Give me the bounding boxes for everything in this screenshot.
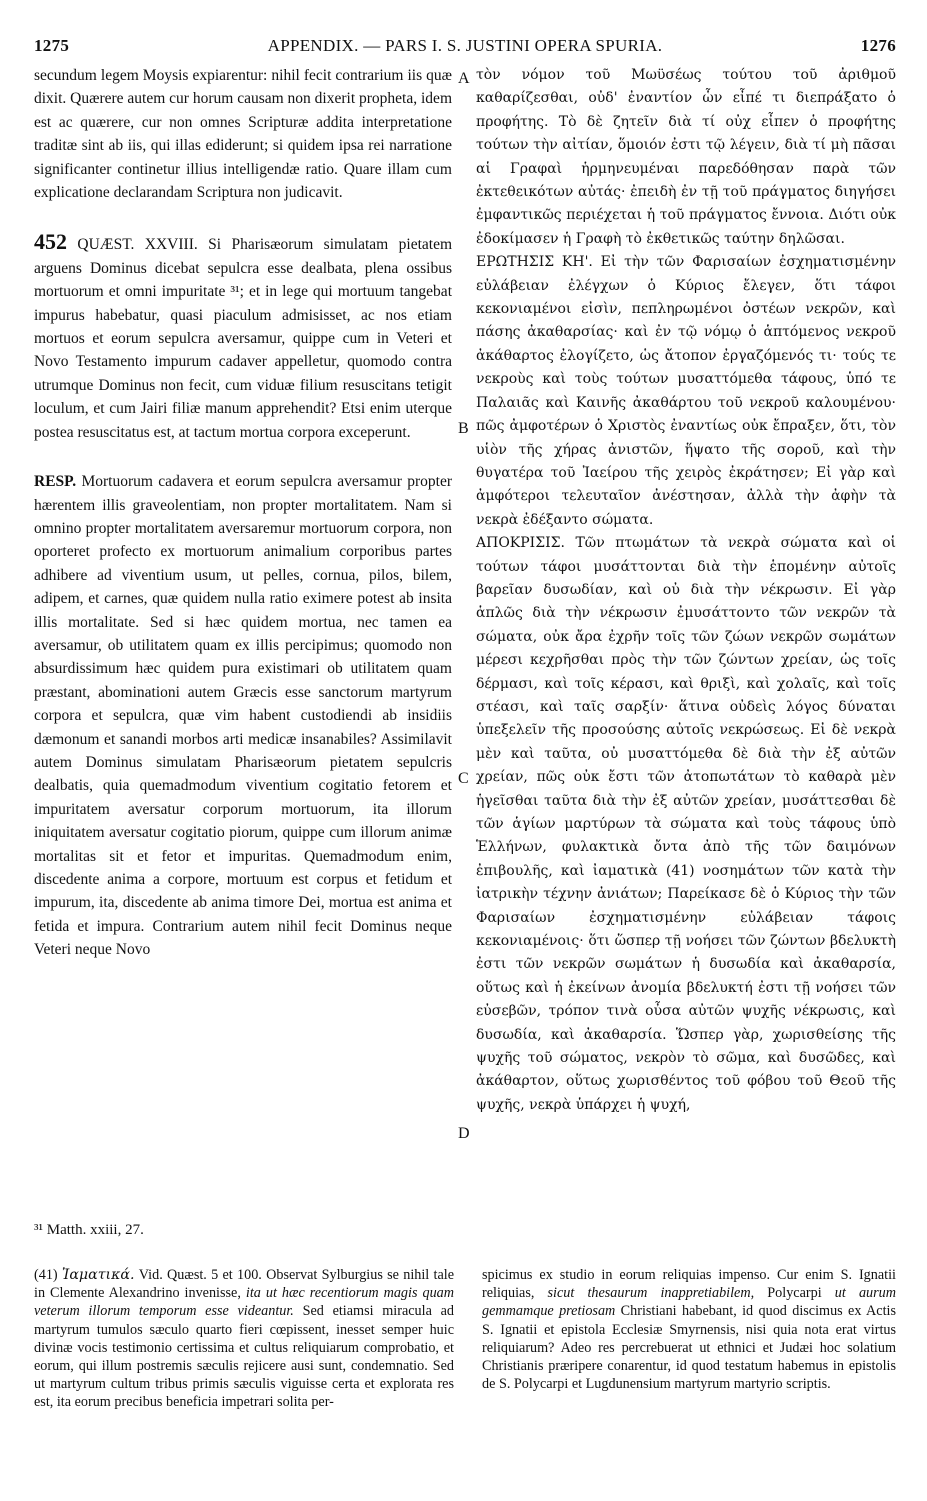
latin-paragraph-1: secundum legem Moysis expiarentur: nihil fecit contrarium iis quæ dixit. Quærere autem cur horum causam non dixerit propheta, idem est ac quærere, cur non omnes Scripturæ addita interpretatione traditæ sint ab iis, qui illas ediderunt; si quidem ipsa rei narratione significanter continetur illius intelligendæ ratio. Quare illam cum explicatione declarandam Scriptura non judicavit. — [34, 67, 452, 202]
latin-response — [34, 470, 452, 962]
greek-question-text: Εἰ τὴν τῶν Φαρισαίων ἐσχηματισμένην εὐλάβειαν ἐλέγχων ὁ Κύριος ἔλεγεν, ὅτι τάφοι κεκονιαμένοι εἰσὶν, πεπληρωμένοι ὀστέων νεκρῶν, καὶ πάσης ἀκαθαρσίας· καὶ ἐν τῷ νόμῳ ὁ ἁπτόμενος νεκροῦ ἀκάθαρτος ἐλογίζετο, ὡς ἄτοπον ἐργαζόμενός τι· τούς τε νεκροὺς καὶ τοὺς τούτων μυσαττόμεθα τάφους, ὑπό τε Παλαιᾶς καὶ Καινῆς ἀκαθάρτου τοῦ νεκροῦ καλουμένου· πῶς ἀμφοτέρων ὁ Χριστὸς ἐναντίως οὐκ ἔπραξεν, ὅτι, τὸν υἱὸν τῆς χήρας ἀνιστῶν, ἥψατο τῆς σοροῦ, καὶ τὴν θυγατέρα τοῦ Ἰαείρου τῆς χειρὸς ἐκράτησεν; Εἰ γὰρ καὶ ἀμφότεροι τελευταῖον ἀνέστησαν, ἀλλὰ τὴν ἀφὴν τὰ νεκρὰ ἐδέξαντο σώματα. — [476, 254, 896, 528]
note-number: (41) — [34, 1267, 62, 1283]
editor-note-left — [34, 1266, 454, 1412]
note-italic-1: ita ut hæc recentiorum magis quam veterum illorum temporum esse videantur. — [34, 1285, 454, 1320]
note-text-a: Vid. Quæst. 5 et 100. Observat Sylburgius se nihil tale in Clemente Alexandrino invenisse, — [34, 1267, 454, 1302]
greek-response — [476, 532, 896, 1117]
greek-column — [476, 64, 896, 1117]
margin-letter-c: C — [458, 770, 469, 787]
note-italic-3: ut aurum gemmamque pretiosam — [482, 1285, 896, 1320]
page-header — [34, 36, 896, 58]
greek-question-28 — [476, 251, 896, 532]
latin-response-text: Mortuorum cadavera et eorum sepulcra aversamur propter hærentem illis graveolentiam, non propter mortalitatem. Nam si omnino propter mortalitatem aversaremur mortuorum corpora, non oporteret profecto ex mortuorum animalium corporibus partes adhibere ad viventium usum, ut pelles, cornua, pilos, bilem, adipem, et carnes, quæ quidem nulla ratio eximere potest ab insita illis mortalitate. Sed si hæc quidem mortua, nec tamen ea aversamur, ob utilitatem quam ex illis percipimus; quomodo non absurdissimum hæc quidem pura existimari ob utilitatem quam præstant, abominationi autem Græcis esse sanctorum martyrum corpora et sepulcra, quæ vim habent custodiendi ab insidiis dæmonum et sanandi morbos arti medicæ insanabiles? Assimilavit autem Dominus simulatam Pharisæorum pietatem sepulcris dealbatis, quia quemadmodum viventium cogitatio fetorem et impuritatem aversatur corporum mortuorum, ita illorum iniquitatem aversatur cogitatio piorum, quippe cum illorum animæ mortalitas sit et fetor et impuritas. Quemadmodum enim, discedente anima a corpore, mortuum est corpus et fetidum et impurum, ita, discedente ab anima timore Dei, mortua est anima et fetida et impura. Contrarium autem nihil fecit Dominus neque Veteri neque Novo — [34, 473, 452, 959]
note-text-e: Christiani habebant, id quod discimus ex Actis S. Ignatii et epistola Ecclesiæ Smyrnensis, nisi quia nota erat virtus reliquiarum? Adeo res percrebuerat ut ethnici et Judæi hoc solatium Christianis præripere conarentur, id quod testatum habemus in epistolis de S. Polycarpi et Lugdunensium martyrum martyrio scriptis. — [482, 1303, 896, 1393]
latin-question-28 — [34, 230, 452, 444]
page-number-left: 1275 — [34, 36, 70, 55]
note-text-b: Sed etiamsi miracula ad martyrum tumulos sæculo quarto fieri cœpissent, inesset semper huic divinæ vocis testimonio certissima et cultus reliquiarum comprobatio, et eorum, qui illum postremis sæculis rejicere ausi sunt, condemnatio. Sed ut martyrum cultum tribus primis sæculis viguisse certa et explorata res est, ita eorum precibus beneficia impetrari solita per- — [34, 1303, 454, 1411]
greek-response-label: ΑΠΟΚΡΙΣΙΣ. — [476, 535, 565, 552]
note-text-c: spicimus ex studio in eorum reliquias impenso. Cur enim S. Ignatii reliquias, — [482, 1267, 896, 1302]
margin-letter-b: B — [458, 420, 469, 437]
note-greek-lemma: Ἰαματικά. — [61, 1267, 135, 1283]
margin-letter-d: D — [458, 1125, 470, 1142]
greek-response-text: Τῶν πτωμάτων τὰ νεκρὰ σώματα καὶ οἱ τούτων τάφοι μυσάττονται διὰ τὴν ἑπομένην αὐτοῖς βαρεῖαν δυσωδίαν, καὶ οὐ διὰ τὴν νέκρωσιν. Εἰ γὰρ ἁπλῶς διὰ τὴν νέκρωσιν ἐμυσάττοντο τῶν νεκρῶν τὰ σώματα, οὐκ ἄρα ἐχρῆν τοῖς τῶν ζώων νεκρῶν σωμάτων μέρεσι κεχρῆσθαι πρὸς τὴν τῶν ζώντων χρείαν, ὡς τοῖς δέρμασι, καὶ τοῖς κέρασι, καὶ θριξὶ, καὶ χολαῖς, καὶ τοῖς στέασι, καὶ ταῖς σαρξίν· ἅτινα οὐδεὶς λόγος δύναται ὑπεξελεῖν τῆς προσούσης αὐτοῖς νεκρώσεως. Εἰ δὲ νεκρὰ μὲν καὶ ταῦτα, οὐ μυσαττόμεθα δὲ διὰ τὴν ἐξ αὐτῶν χρείαν, πῶς οὐκ ἔστι τῶν ἀτοπωτάτων τὸ καθαρὰ μὲν ἡγεῖσθαι ταῦτα διὰ τὴν ἐξ αὐτῶν χρείαν, μυσάττεσθαι δὲ τῶν ἁγίων μαρτύρων τὰ σώματα καὶ τοὺς τάφους ὑπὸ Ἑλλήνων, φυλακτικὰ ὄντα ἀπὸ τῆς τῶν δαιμόνων ἐπιβουλῆς, καὶ ἰαματικὰ (41) νοσημάτων τῶν κατὰ τὴν ἰατρικὴν τέχνην ἀνιάτων; Παρείκασε δὲ ὁ Κύριος τὴν τῶν Φαρισαίων ἐσχηματισμένην εὐλάβειαν τάφοις κεκονιαμένοις· ὅτι ὥσπερ τῇ νοήσει τῶν ζώντων βδελυκτὴ ἐστι τῶν νεκρῶν σωμάτων ἡ δυσωδία καὶ ἀκαθαρσία, οὕτως καὶ ἡ ἐκείνων ἀνομία βδελυκτή ἐστι τῇ νοήσει τῶν εὐσεβῶν, τρόπον τινὰ οὖσα αὐτῶν ψυχῆς νέκρωσις, καὶ δυσωδία, καὶ ἀκαθαρσία. Ὥσπερ γὰρ, χωρισθείσης τῆς ψυχῆς τοῦ σώματος, νεκρὸν τὸ σῶμα, καὶ δυσῶδες, καὶ ἀκάθαρτον, οὕτως χωρισθέντος τοῦ φόβου τοῦ Θεοῦ τῆς ψυχῆς, νεκρὰ ὑπάρχει ἡ ψυχή, — [476, 535, 896, 1113]
greek-question-label: ΕΡΩΤΗΣΙΣ ΚΗ'. — [476, 254, 593, 271]
latin-column — [34, 64, 452, 962]
page-number-right: 1276 — [860, 36, 896, 55]
latin-response-label: RESP. — [34, 473, 77, 491]
greek-paragraph-1: τὸν νόμον τοῦ Μωϋσέως τούτου τοῦ ἀριθμοῦ καθαρίζεσθαι, οὐδ' ἐναντίον ὧν εἶπέ τι διεπράξατο ὁ προφήτης. Τὸ δὲ ζητεῖν διὰ τί οὐχ εἶπεν ὁ προφήτης τούτων τὴν αἰτίαν, ὅμοιόν ἐστι τῷ λέγειν, διὰ τί μὴ πᾶσαι αἱ Γραφαὶ ἡρμηνευμέναι παρεδόθησαν παρὰ τῶν ἐκτεθεικότων αὐτάς· ἐπειδὴ ἐν τῇ τοῦ πράγματος διηγήσει ἐμφαντικῶς περιέχεται ἡ τοῦ πράγματος ἔννοια. Διότι οὐκ ἐδοκίμασεν ἡ Γραφὴ τὸ ἐκθετικῶς ταύτην δηλῶσαι. — [476, 67, 896, 247]
note-italic-2: sicut thesaurum inappretiabilem, — [547, 1285, 755, 1302]
margin-letter-a: A — [458, 70, 470, 87]
note-text-d: Polycarpi — [754, 1285, 835, 1302]
editor-note-right — [482, 1266, 896, 1393]
marginal-column-number: 452 — [34, 229, 67, 255]
footnote-reference: ³¹ Matth. xxiii, 27. — [34, 1222, 144, 1238]
latin-question-text: Si Pharisæorum simulatam pietatem arguens Dominus dicebat sepulcra esse dealbata, plena ossibus mortuorum et omni impuritate ³¹; et in lege qui mortuum tangebat impurus habebatur, quasi piaculum admisisset, ac nos etiam mortuos et eorum sepulcra aversamur, quippe cum in Veteri et Novo Testamento impurum cadaver appelletur, quomodo contra utrumque Dominus non fecit, cum viduæ filium resuscitans tetigit loculum, et cum Jairi filiæ manum apprehendit? Etsi enim uterque postea resuscitatus est, at tactum mortua corpora exceperunt. — [34, 236, 452, 441]
latin-question-label: QUÆST. XXVIII. — [77, 236, 198, 254]
running-title: APPENDIX. — PARS I. S. JUSTINI OPERA SPURIA. — [267, 36, 663, 55]
